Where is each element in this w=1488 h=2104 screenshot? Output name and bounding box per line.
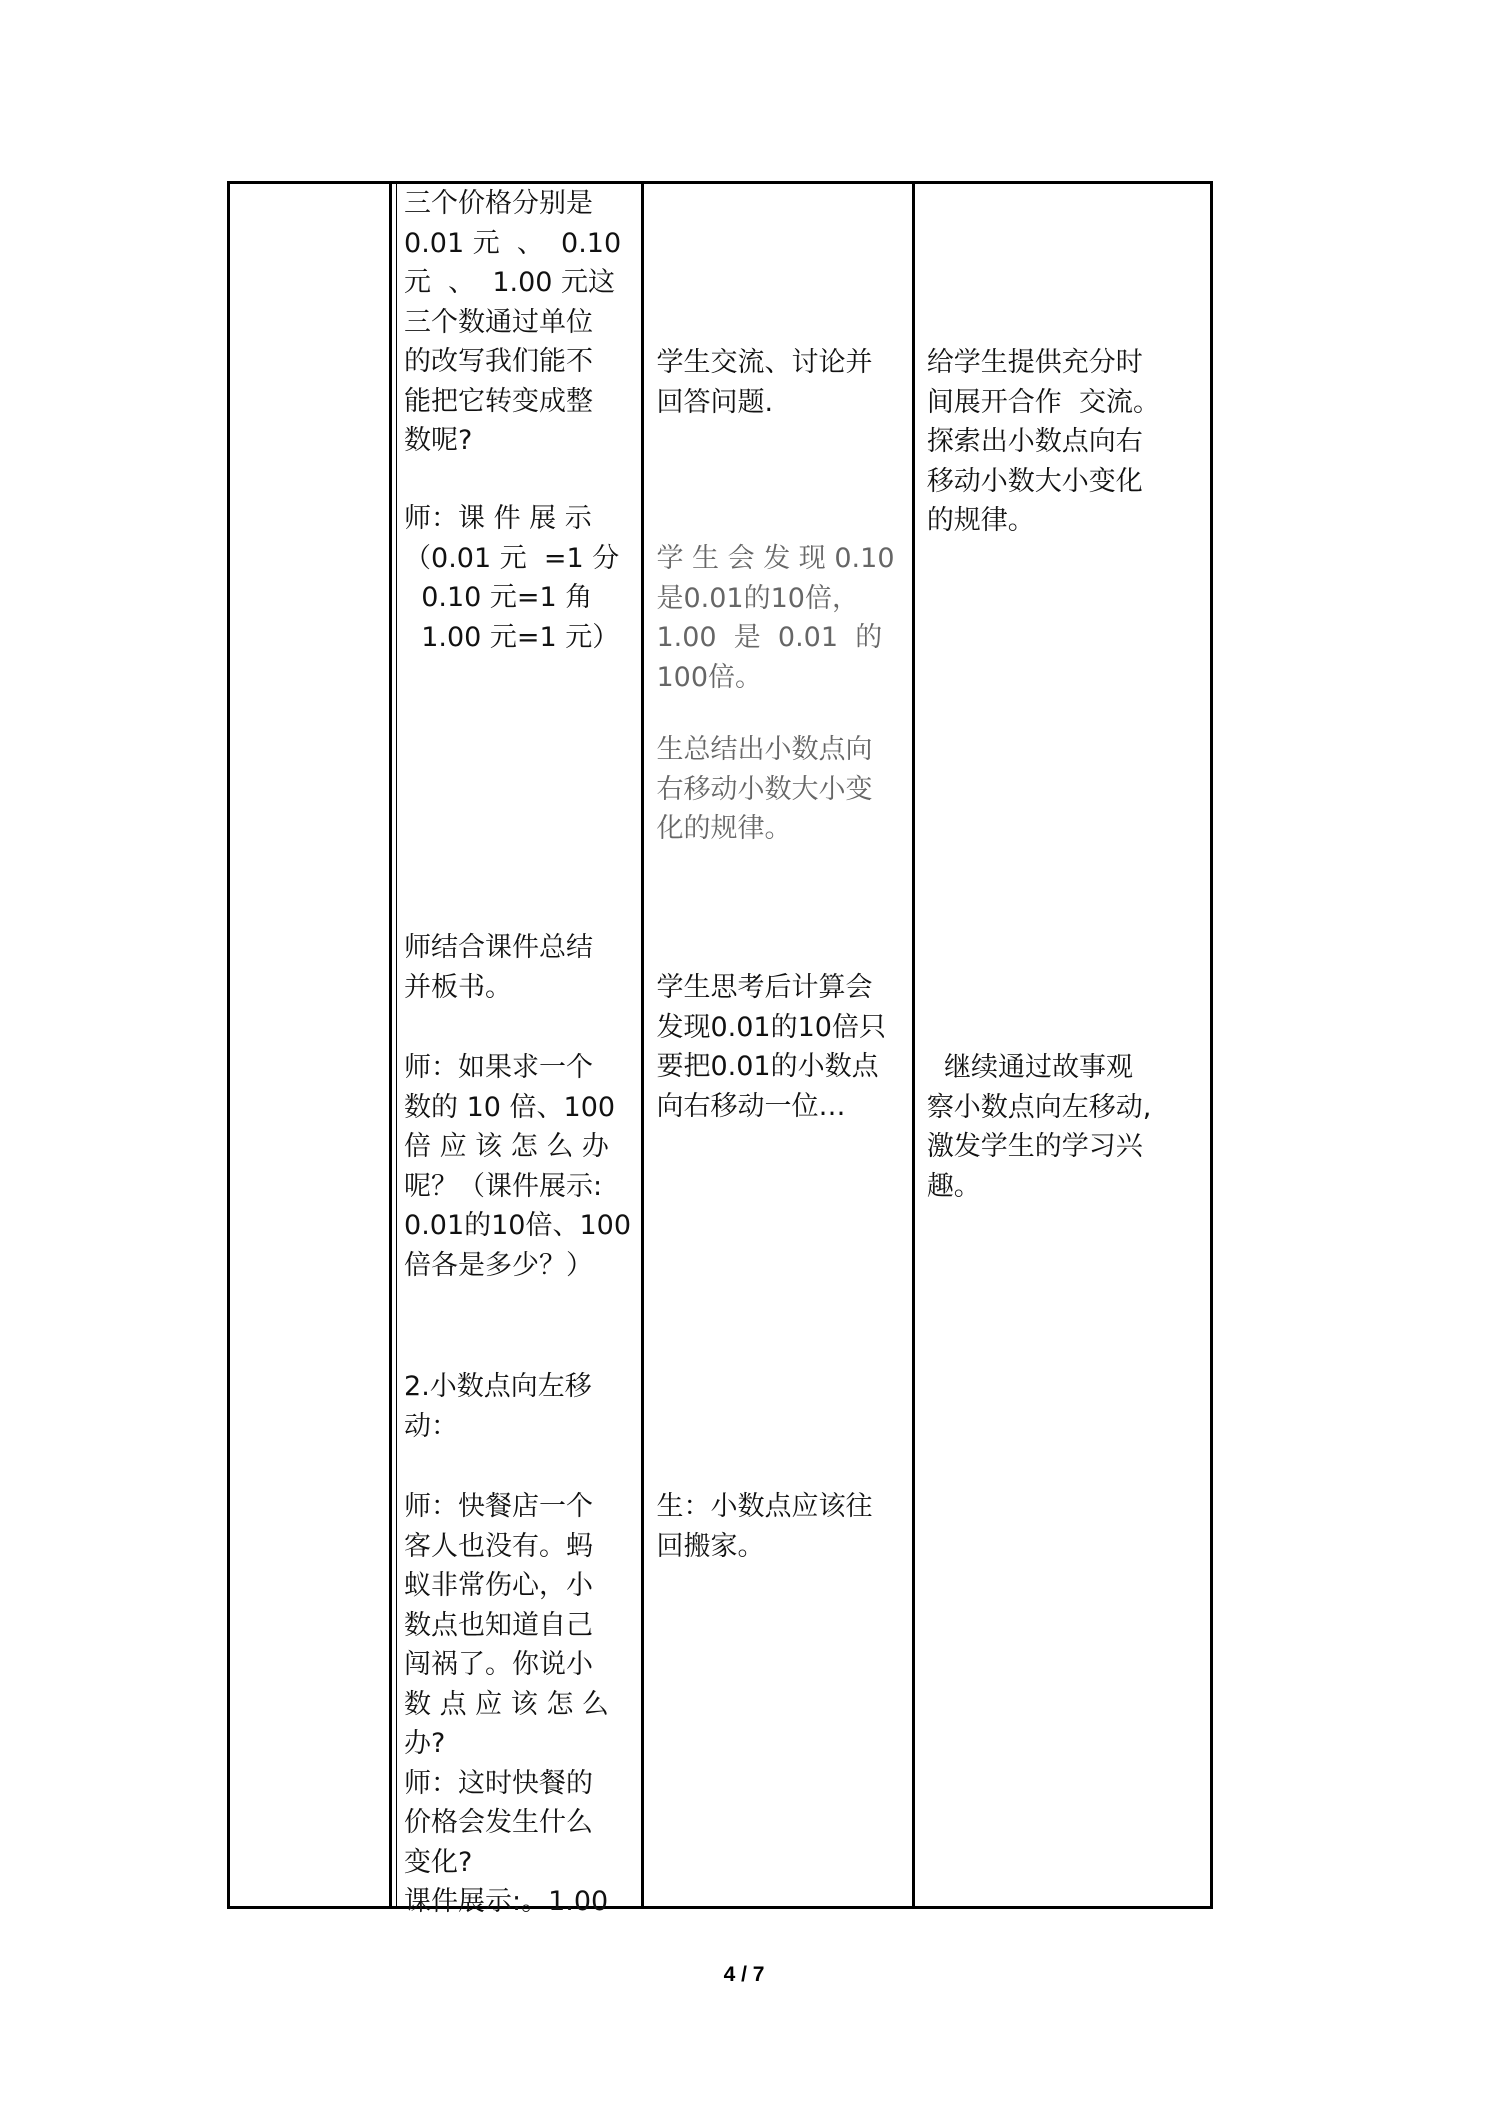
teacher-text-story: 师：快餐店一个 客人也没有。蚂 蚁非常伤心，小 数点也知道自己 闯祸了。你说小 数 点 应 该 怎 么 办? 师：这时快餐的 价格会发生什么 变化? 课件展示:。1.00 [404,1491,609,1917]
teacher-text-multiply-question: 师：如果求一个 数的 10 倍、100 倍 应 该 怎 么 办 呢？（课件展示: 0.01的10倍、100 倍各是多少？） [404,1052,632,1281]
student-text-answer: 生：小数点应该往 回搬家。 [656,1491,873,1562]
column-student-activity [644,184,914,1906]
column-teacher-activity [392,184,644,1917]
student-text-discussion: 学生交流、讨论并 回答问题. [656,347,873,418]
student-text-calculation: 学生思考后计算会 发现0.01的10倍只 要把0.01的小数点 向右移动一位… [656,972,886,1122]
column-stage [230,184,392,1906]
intent-text-cooperation: 给学生提供充分时 间展开合作 交流。 探索出小数点向右 移动小数大小变化 的规律。 [926,347,1160,536]
column-design-intent [915,184,1210,1906]
teacher-text-courseware-display: 师：课 件 展 示 （0.01 元 =1 分 0.10 元=1 角 1.00 元=1 元） [404,503,620,653]
teacher-text-summary: 师结合课件总结 并板书。 [404,932,594,1003]
teacher-text-section-heading: 2.小数点向左移 动： [404,1371,592,1442]
student-text-rule-summary: 生总结出小数点向 右移动小数大小变 化的规律。 [656,734,873,844]
page-number: 4 / 7 [723,1963,765,1986]
student-text-discovery: 学 生 会 发 现 0.10 是0.01的10倍， 1.00 是 0.01 的 100倍。 [656,543,895,693]
teacher-text-price-conversion: 三个价格分别是 0.01 元 、 0.10 元 、 1.00 元这 三个数通过单位 的改写我们能不 能把它转变成整 数呢? [404,188,622,456]
intent-text-story-interest: 继续通过故事观 察小数点向左移动, 激发学生的学习兴 趣。 [926,1052,1152,1202]
lesson-plan-table [227,181,1213,1917]
